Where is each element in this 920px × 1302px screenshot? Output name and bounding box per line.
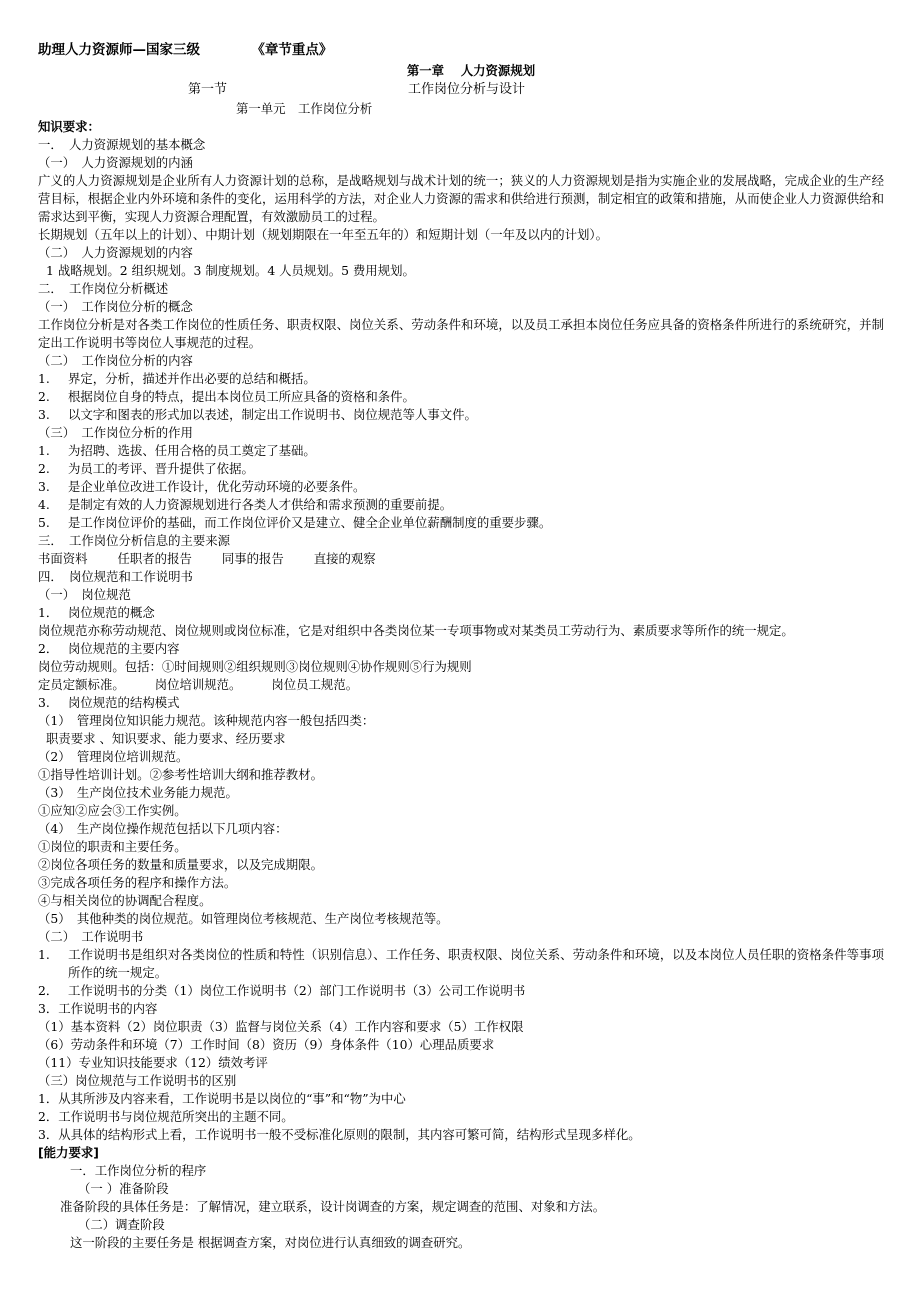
paragraph: 1 战略规划。2 组织规划。3 制度规划。4 人员规划。5 费用规划。 bbox=[46, 263, 415, 278]
list-item: 2. 为员工的考评、晋升提供了依据。 bbox=[38, 461, 254, 476]
heading-4: 四． 岗位规范和工作说明书 bbox=[38, 569, 193, 584]
doc-title: 助理人力资源师—国家三级 bbox=[38, 42, 200, 58]
paragraph: 1．从其所涉及内容来看，工作说明书是以岗位的“事”和“物”为中心 bbox=[38, 1091, 406, 1106]
paragraph: （6）劳动条件和环境（7）工作时间（8）资历（9）身体条件（10）心理品质要求 bbox=[38, 1037, 495, 1052]
subheading: （二） 工作说明书 bbox=[38, 929, 144, 944]
heading-procedure: 一．工作岗位分析的程序 bbox=[70, 1163, 207, 1178]
paragraph: ①岗位的职责和主要任务。 bbox=[38, 839, 187, 854]
list-item: 4. 是制定有效的人力资源规划进行各类人才供给和需求预测的重要前提。 bbox=[38, 497, 453, 512]
paragraph: 工作岗位分析是对各类工作岗位的性质任务、职责权限、岗位关系、劳动条件和环境，以及员工承担本岗位任务应具备的资格条件所进行的系统研究，并制定出工作说明书等岗位人事规范的过程。 bbox=[38, 317, 884, 350]
paragraph: ②岗位各项任务的数量和质量要求，以及完成期限。 bbox=[38, 857, 323, 872]
paragraph: 广义的人力资源规划是企业所有人力资源计划的总称，是战略规划与战术计划的统一；狭义的人力资源规划是指为实施企业的发展战略，完成企业的生产经营目标，根据企业内外环境和条件的变化，运用科学的方法，对企业人力资源的需求和供给进行预测，制定相宜的政策和措施，从而使企业人力资源供给和需求达到平衡，实现人力资源合理配置，有效激励员工的过程。 bbox=[38, 173, 884, 224]
subheading: （三） 工作岗位分析的作用 bbox=[38, 425, 193, 440]
paragraph: 这一阶段的主要任务是 根据调查方案，对岗位进行认真细致的调查研究。 bbox=[70, 1235, 471, 1250]
knowledge-heading: 知识要求： bbox=[38, 119, 100, 134]
heading-3: 三． 工作岗位分析信息的主要来源 bbox=[38, 533, 231, 548]
section-title bbox=[38, 80, 884, 100]
paragraph: 3．工作说明书的内容 bbox=[38, 1001, 158, 1016]
list-item: 1. 工作说明书是组织对各类岗位的性质和特性（识别信息）、工作任务、职责权限、岗位关系、劳动条件和环境，以及本岗位人员任职的资格条件等事项所作的统一规定。 bbox=[38, 947, 884, 980]
paragraph: ①应知②应会③工作实例。 bbox=[38, 803, 187, 818]
heading-2: 二． 工作岗位分析概述 bbox=[38, 281, 169, 296]
list-item: 3. 以文字和图表的形式加以表述，制定出工作说明书、岗位规范等人事文件。 bbox=[38, 407, 477, 422]
paragraph: （1）基本资料（2）岗位职责（3）监督与岗位关系（4）工作内容和要求（5）工作权限 bbox=[38, 1019, 524, 1034]
list-item: 5. 是工作岗位评价的基础，而工作岗位评价又是建立、健全企业单位薪酬制度的重要步骤。 bbox=[38, 515, 552, 530]
subheading: （三）岗位规范与工作说明书的区别 bbox=[38, 1073, 237, 1088]
chapter-title: 第一章 人力资源规划 bbox=[406, 63, 536, 78]
paragraph: （3） 生产岗位技术业务能力规范。 bbox=[38, 785, 238, 800]
subheading: （二）调查阶段 bbox=[78, 1217, 165, 1232]
paragraph: （5） 其他种类的岗位规范。如管理岗位考核规范、生产岗位考核规范等。 bbox=[38, 911, 449, 926]
doc-header bbox=[38, 38, 884, 62]
subheading: （二） 工作岗位分析的内容 bbox=[38, 353, 193, 368]
sources-row: 书面资料 任职者的报告 同事的报告 直接的观察 bbox=[38, 551, 376, 566]
ability-heading: [能力要求] bbox=[38, 1145, 99, 1160]
paragraph: 2．工作说明书与岗位规范所突出的主题不同。 bbox=[38, 1109, 294, 1124]
subheading: （一） 人力资源规划的内涵 bbox=[38, 155, 193, 170]
subheading: （一 ）准备阶段 bbox=[78, 1181, 169, 1196]
paragraph: （2） 管理岗位培训规范。 bbox=[38, 749, 189, 764]
paragraph: 3．从具体的结构形式上看，工作说明书一般不受标准化原则的限制，其内容可繁可简，结构形式呈现多样化。 bbox=[38, 1127, 641, 1142]
unit-title: 第一单元 工作岗位分析 bbox=[236, 101, 373, 116]
list-item: 3. 岗位规范的结构模式 bbox=[38, 695, 180, 710]
paragraph: ④与相关岗位的协调配合程度。 bbox=[38, 893, 212, 908]
subheading: （二） 人力资源规划的内容 bbox=[38, 245, 193, 260]
document-page bbox=[38, 38, 884, 1252]
section-name: 工作岗位分析与设计 bbox=[408, 82, 526, 97]
paragraph: 长期规划（五年以上的计划）、中期计划（规划期限在一年至五年的）和短期计划（一年及以内的计划）。 bbox=[38, 227, 608, 242]
paragraph: ③完成各项任务的程序和操作方法。 bbox=[38, 875, 237, 890]
paragraph: （1） 管理岗位知识能力规范。该种规范内容一般包括四类： bbox=[38, 713, 375, 728]
paragraph: 职责要求 、知识要求、能力要求、经历要求 bbox=[46, 731, 286, 746]
list-item: 3. 是企业单位改进工作设计，优化劳动环境的必要条件。 bbox=[38, 479, 366, 494]
list-item: 2． 工作说明书的分类（1）岗位工作说明书（2）部门工作说明书（3）公司工作说明书 bbox=[38, 983, 526, 998]
list-item: 1. 为招聘、选拔、任用合格的员工奠定了基础。 bbox=[38, 443, 316, 458]
paragraph: ①指导性培训计划。②参考性培训大纲和推荐教材。 bbox=[38, 767, 323, 782]
norm-extra-row: 定员定额标准。 岗位培训规范。 岗位员工规范。 bbox=[38, 677, 359, 692]
paragraph: （11）专业知识技能要求（12）绩效考评 bbox=[38, 1055, 268, 1070]
list-item: 1． 岗位规范的概念 bbox=[38, 605, 155, 620]
list-item: 2. 根据岗位自身的特点，提出本岗位员工所应具备的资格和条件。 bbox=[38, 389, 415, 404]
paragraph: 岗位规范亦称劳动规范、岗位规则或岗位标准，它是对组织中各类岗位某一专项事物或对某类员工劳动行为、素质要求等所作的统一规定。 bbox=[38, 623, 794, 638]
paragraph: 准备阶段的具体任务是：了解情况，建立联系，设计岗调查的方案，规定调查的范围、对象和方法。 bbox=[60, 1199, 606, 1214]
subheading: （一） 岗位规范 bbox=[38, 587, 131, 602]
section-number: 第一节 bbox=[188, 82, 228, 97]
doc-tag: 《章节重点》 bbox=[251, 42, 333, 58]
list-item: 2． 岗位规范的主要内容 bbox=[38, 641, 180, 656]
subheading: （一） 工作岗位分析的概念 bbox=[38, 299, 193, 314]
heading-1: 一． 人力资源规划的基本概念 bbox=[38, 137, 206, 152]
paragraph: （4） 生产岗位操作规范包括以下几项内容： bbox=[38, 821, 288, 836]
paragraph: 岗位劳动规则。包括：①时间规则②组织规则③岗位规则④协作规则⑤行为规则 bbox=[38, 659, 472, 674]
list-item: 1. 界定，分析，描述并作出必要的总结和概括。 bbox=[38, 371, 316, 386]
